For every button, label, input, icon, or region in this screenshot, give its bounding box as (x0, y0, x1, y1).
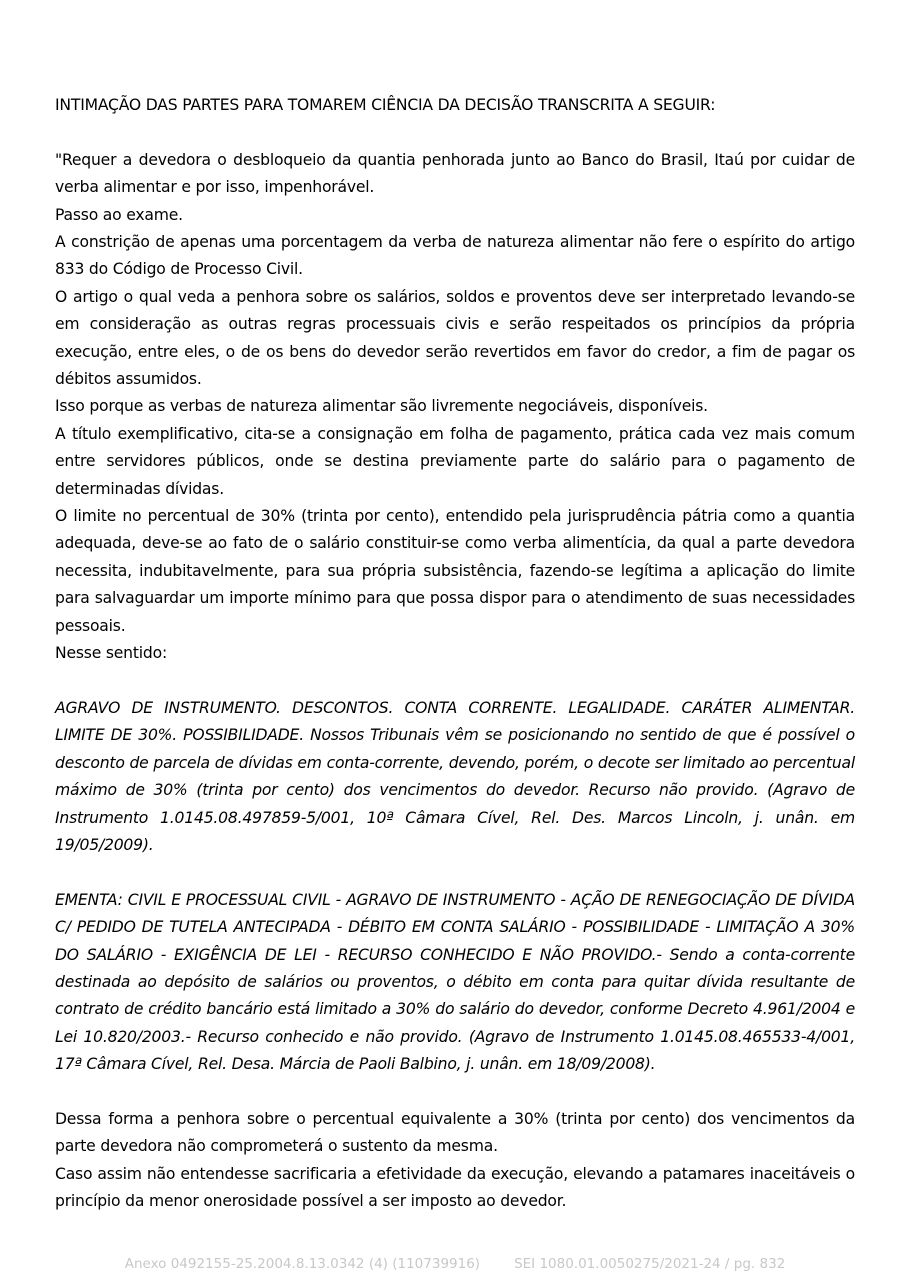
paragraph: Passo ao exame. (55, 205, 183, 224)
paragraph: O artigo o qual veda a penhora sobre os salários, soldos e proventos deve ser interpretado levando-se em consideração as outras regras processuais civis e serão respeitados os princípios da própria execução, entre eles, o de os bens do devedor serão revertidos em favor do credor, a fim de pagar os débitos assumidos. (55, 287, 855, 389)
spacer (55, 1079, 855, 1106)
jurisprudence-quote: AGRAVO DE INSTRUMENTO. DESCONTOS. CONTA CORRENTE. LEGALIDADE. CARÁTER ALIMENTAR. LIMITE DE 30%. POSSIBILIDADE. Nossos Tribunais vêm se posicionando no sentido de que é possível o desconto de parcela de dívidas em conta-corrente, devendo, porém, o decote ser limitado ao percentual máximo de 30% (trinta por cento) dos vencimentos do devedor. Recurso não provido. (Agravo de Instrumento 1.0145.08.497859-5/001, 10ª Câmara Cível, Rel. Des. Marcos Lincoln, j. unân. em 19/05/2009). (55, 698, 855, 854)
footer-sei-reference: SEI 1080.01.0050275/2021-24 / pg. 832 (514, 1256, 786, 1272)
document-body (55, 92, 855, 1216)
paragraph: A constrição de apenas uma porcentagem da verba de natureza alimentar não fere o espírito do artigo 833 do Código de Processo Civil. (55, 233, 855, 279)
paragraph: Nesse sentido: (55, 644, 167, 663)
paragraph: A título exemplificativo, cita-se a consignação em folha de pagamento, prática cada vez mais comum entre servidores públicos, onde se destina previamente parte do salário para o pagamento de determinadas dívidas. (55, 424, 855, 498)
paragraph: "Requer a devedora o desbloqueio da quantia penhorada junto ao Banco do Brasil, Itaú por cuidar de verba alimentar e por isso, impenhorável. (55, 150, 855, 197)
paragraph: Isso porque as verbas de natureza alimentar são livremente negociáveis, disponíveis. (55, 397, 708, 416)
paragraph: Caso assim não entendesse sacrificaria a efetividade da execução, elevando a patamares inaceitáveis o princípio da menor onerosidade possível a ser imposto ao devedor. (55, 1164, 855, 1211)
document-heading: INTIMAÇÃO DAS PARTES PARA TOMAREM CIÊNCIA DA DECISÃO TRANSCRITA A SEGUIR: (55, 96, 716, 114)
spacer (55, 859, 855, 886)
footer-annex: Anexo 0492155-25.2004.8.13.0342 (4) (110739916) (124, 1256, 481, 1272)
paragraph: Dessa forma a penhora sobre o percentual equivalente a 30% (trinta por cento) dos vencimentos da parte devedora não comprometerá o sustento da mesma. (55, 1109, 855, 1156)
page-footer (0, 1256, 910, 1272)
spacer (55, 668, 855, 695)
jurisprudence-quote: EMENTA: CIVIL E PROCESSUAL CIVIL - AGRAVO DE INSTRUMENTO - AÇÃO DE RENEGOCIAÇÃO DE DÍVIDA C/ PEDIDO DE TUTELA ANTECIPADA - DÉBITO EM CONTA SALÁRIO - POSSIBILIDADE - LIMITAÇÃO A 30% DO SALÁRIO - EXIGÊNCIA DE LEI - RECURSO CONHECIDO E NÃO PROVIDO.- Sendo a conta-corrente destinada ao depósito de salários ou proventos, o débito em conta para quitar dívida resultante de contrato de crédito bancário está limitado a 30% do salário do devedor, conforme Decreto 4.961/2004 e Lei 10.820/2003.- Recurso conhecido e não provido. (Agravo de Instrumento 1.0145.08.465533-4/001, 17ª Câmara Cível, Rel. Desa. Márcia de Paoli Balbino, j. unân. em 18/09/2008). (55, 890, 855, 1074)
paragraph: O limite no percentual de 30% (trinta por cento), entendido pela jurisprudência pátria como a quantia adequada, deve-se ao fato de o salário constituir-se como verba alimentícia, da qual a parte devedora necessita, indubitavelmente, para sua própria subsistência, fazendo-se legítima a aplicação do limite para salvaguardar um importe mínimo para que possa dispor para o atendimento de suas necessidades pessoais. (55, 507, 855, 635)
spacer (55, 119, 855, 146)
